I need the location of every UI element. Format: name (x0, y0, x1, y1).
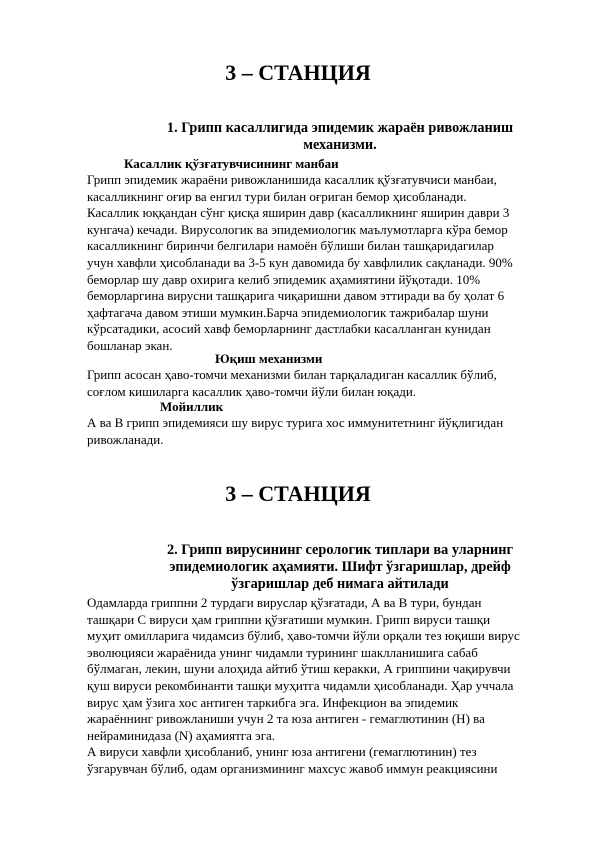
paragraph-line: касалликнинг биринчи белгилари намоён бўлиши билан ташқаридагилар (87, 238, 494, 254)
source-subheading: Касаллик қўзғатувчисининг манбаи (124, 156, 339, 171)
paragraph-line: муҳит омилларига чидамсиз бўлиб, ҳаво-томчи йўли орқали тез юқиши вирус (87, 628, 520, 644)
transmission-paragraph (87, 367, 523, 400)
paragraph-line: бўлмаган, лекин, шуни алоҳида айтиб ўтиш керакки, А гриппини чақирувчи (87, 661, 511, 677)
paragraph-line: ҳафтагача давом этиши мумкин.Барча эпидемиологик тажрибалар шуни (87, 304, 489, 320)
section2-heading-line: ўзгаришлар деб нимага айтилади (231, 576, 449, 592)
paragraph-line: кўрсатадики, асосий хавф беморларнинг дастлабки касалланган кунидан (87, 321, 491, 337)
paragraph-line: А ва В грипп эпидемияси шу вирус турига хос иммунитетнинг йўқлигидан (87, 415, 504, 430)
paragraph-line: ривожланади. (87, 431, 164, 447)
paragraph-line: Касаллик юққандан сўнг қисқа яширин давр (касалликнинг яширин даври 3 (87, 205, 510, 221)
paragraph-line: ўзгарувчан бўлиб, одам организмининг махсус жавоб иммун реакциясини (87, 760, 498, 776)
paragraph-line: учун хавфли ҳисобланади ва 3-5 кун давомида бу хавфлилик сақланади. 90% (87, 254, 513, 270)
section1-heading-line: механизми. (303, 137, 377, 153)
paragraph-line: ташқари С вируси ҳам гриппни қўзғатиши мумкин. Грипп вируси ташқи (87, 611, 491, 627)
source-paragraph (87, 172, 523, 355)
station-title-2: 3 – СТАНЦИЯ (225, 481, 371, 506)
transmission-subheading: Юқиш механизми (215, 351, 323, 366)
paragraph-line: нейраминидаза (N) аҳамиятга эга. (87, 727, 276, 743)
seasonality-subheading: Мойиллик (160, 399, 224, 414)
paragraph-line: вирус ҳам ўзига хос антиген таркибга эга. Инфекцион ва эпидемик (87, 694, 459, 710)
paragraph-line: Грипп эпидемик жараёни ривожланишида касаллик қўзғатувчиси манбаи, (87, 172, 497, 187)
section1-heading-line: 1. Грипп касаллигида эпидемик жараён ривожланиш (166, 120, 514, 136)
section1-heading (120, 120, 560, 154)
paragraph-line: беморлар шу давр охирига келиб эпидемик аҳамиятини йўқотади. 10% (87, 271, 481, 287)
seasonality-paragraph (87, 415, 523, 448)
paragraph-line: эволюцияси жараёнида унинг чидамли турининг шаклланишига сабаб (87, 644, 478, 660)
paragraph-line: беморларгина вирусни ташқарига чиқаришни давом эттиради ва бу ҳолат 6 (87, 288, 505, 304)
paragraph-line: А вируси хавфли ҳисобланиб, унинг юза антигени (гемаглютинин) тез (87, 744, 477, 760)
paragraph-line: жараённинг ривожланиши учун 2 та юза антиген - гемаглютинин (H) ва (87, 711, 485, 727)
paragraph-line: бошланар экан. (87, 337, 173, 353)
serology-paragraph (87, 595, 523, 778)
paragraph-line: касалликнинг оғир ва енгил тури билан оғриган бемор ҳисобланади. (87, 188, 467, 204)
paragraph-line: Одамларда гриппни 2 турдаги вируслар қўзғатади, А ва В тури, бундан (87, 595, 482, 610)
paragraph-line: соғлом кишиларга касаллик ҳаво-томчи йўли билан юқади. (87, 383, 417, 399)
section2-heading-line: 2. Грипп вирусининг серологик типлари ва уларнинг (166, 542, 513, 558)
station-title-1: 3 – СТАНЦИЯ (225, 60, 371, 85)
section2-heading (120, 542, 560, 593)
paragraph-line: Грипп асосан ҳаво-томчи механизми билан тарқаладиган касаллик бўлиб, (87, 367, 497, 382)
section2-heading-line: эпидемиологик аҳамияти. Шифт ўзгаришлар, дрейф (169, 559, 511, 575)
paragraph-line: кунгача) кечади. Вирусологик ва эпидемиологик маълумотларга кўра бемор (87, 221, 508, 237)
paragraph-line: қуш вируси рекомбинанти ташқи муҳитга чидамли ҳисобланади. Ҳар уччала (87, 677, 514, 693)
